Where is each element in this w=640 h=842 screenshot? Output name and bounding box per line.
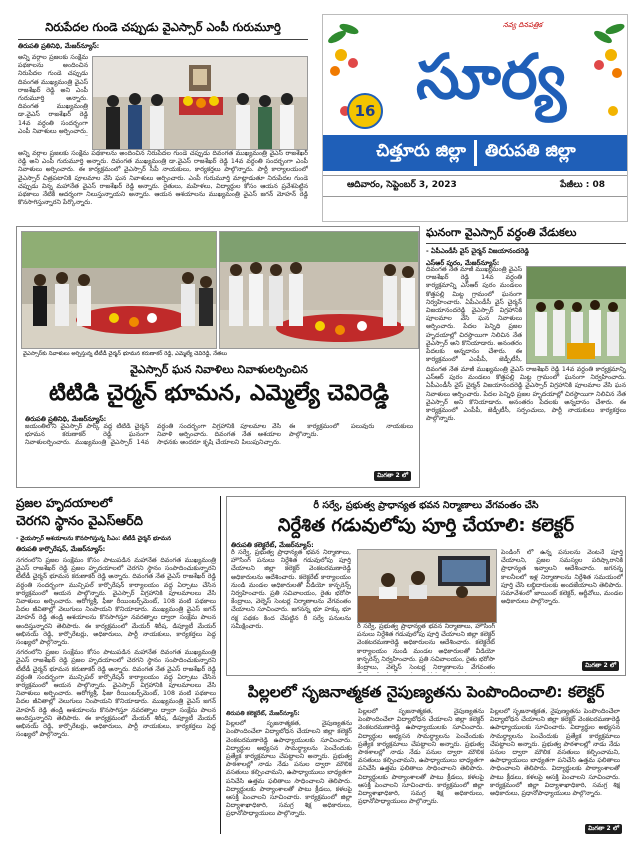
feature-photo-caption: వైఎస్సార్‌కు నివాళులు అర్పిస్తున్న టీటీడీ చైర్మన్ భూమన కరుణాకర్ రెడ్డి, ఎమ్మెల్యే చెవిరెడ్డి, నేతలు bbox=[23, 351, 228, 357]
district-divider bbox=[474, 140, 477, 166]
story-4-continued-tag[interactable]: మిగతా 2 లో bbox=[582, 661, 619, 671]
story-4-body-right: పెండింగ్ లో ఉన్న పనులను వెంటనే పూర్తి చేయాలని, ప్రజల సమస్యల పరిష్కారానికి ప్రాధాన్యత ఇవ్వాలని ఆదేశించారు. జగనన్న కాలనీలలో ఇళ్ల నిర్మాణాలను నిర్దేశిత సమయంలో పూర్తి చేసి లబ్ధిదారులకు అందజేయాలని తెలిపారు. సమావేశంలో జాయింట్ కలెక్టర్, ఆర్డీవోలు, మండల అధికారులు పాల్గొన్నారు. bbox=[501, 549, 623, 606]
brand-tagline: నవ్య దినపత్రిక bbox=[503, 21, 543, 29]
feature-byline: తిరుపతి ప్రతినిధి, మేజర్‌న్యూస్: bbox=[25, 415, 107, 423]
story-3-headline-2: చెరగని స్థానం వైఎస్ఆర్‌ది bbox=[16, 514, 143, 529]
story-1-headline: నిరుపేదల గుండె చప్పుడు వైఎస్సార్ ఎంపీ గురుమూర్తి bbox=[18, 20, 308, 40]
story-3-byline: తిరుపతి కార్పొరేషన్, మేజర్‌న్యూస్: bbox=[16, 545, 106, 553]
feature-kicker: వైఎస్సార్ ఘన నివాళిలు నివాళులర్పించిన bbox=[130, 363, 308, 376]
story-3-headline: ప్రజల హృదయాలలో bbox=[16, 496, 113, 510]
story-1-byline: తిరుపతి ప్రతినిధి, మేజర్‌న్యూస్: bbox=[18, 42, 100, 50]
story-3-sub: - వైయస్సార్ ఆశయాలను కొనసాగిస్తున్న సీఎం: టీటీడీ చైర్మన్ భూమన bbox=[16, 536, 172, 542]
story-2-headline: ఘనంగా వైఎస్సార్ వర్ధంతి వేడుకలు bbox=[426, 226, 626, 244]
story-2-body-cont: దివంగత నేత మాజీ ముఖ్యమంత్రి వైఎస్ రాజశేఖర్ రెడ్డి 14వ వర్ధంతి కార్యక్రమాన్ని ఎస్ఆర్ పురం మండలం కొత్తపల్లి మిట్ట గ్రామంలో ఘనంగా నిర్వహించారు. ఏపీఎండీసీ వైస్ చైర్మన్ విజయానందరెడ్డి వైఎస్సార్ విగ్రహానికి పూలమాల వేసి ఘన నివాళులు అర్పించారు. పేదల పెన్నిధి ప్రజల హృదయాల్లో చిరస్థాయిగా నిలిచిన నేత వైఎస్సార్ అని కొనియాడారు. అనంతరం పేదలకు అన్నదానం చేశారు. ఈ కార్యక్రమంలో ఎంపీపీ, జెడ్పీటీసీ, సర్పంచులు, పార్టీ నాయకులు కార్యకర్తలు పాల్గొన్నారు. bbox=[426, 366, 626, 423]
story-1-body-wrap-bottom bbox=[18, 150, 308, 220]
feature-more[interactable] bbox=[374, 462, 411, 481]
story-3-body: నగరంలోని ప్రజల సంక్షేమం కోసం పాటుపడిన మహానేత దివంగత ముఖ్యమంత్రి వైఎస్ రాజశేఖర్ రెడ్డి ప్రజల హృదయాలలో చెరగని స్థానం సంపాదించుకున్నారని టీటీడీ చైర్మన్ భూమన కరుణాకర్ రెడ్డి అన్నారు. దివంగత నేత వైఎస్ రాజశేఖర్ రెడ్డి వర్ధంతి సందర్భంగా మున్సిపల్ కార్పొరేషన్ కార్యాలయం వద్ద ఏర్పాటు చేసిన కార్యక్రమంలో ఆయన పాల్గొన్నారు. వైఎస్సార్ విగ్రహానికి పూలమాలలు వేసి నివాళులు అర్పించారు. ఆరోగ్యశ్రీ, ఫీజు రీయింబర్స్‌మెంట్, 108 వంటి పథకాలు పేదల జీవితాల్లో వెలుగులు నింపాయని కొనియాడారు. ముఖ్యమంత్రి వైఎస్ జగన్ మోహన్ రెడ్డి తండ్రి ఆశయాలను కొనసాగిస్తూ నవరత్నాల ద్వారా సంక్షేమ పాలన అందిస్తున్నారని తెలిపారు. ఈ కార్యక్రమంలో మేయర్ శిరీష, డిప్యూటీ మేయర్ అభినయ్ రెడ్డి, కార్పొరేటర్లు, అధికారులు, పార్టీ నాయకులు, కార్యకర్తలు పెద్ద సంఖ్యలో పాల్గొన్నారు. bbox=[16, 557, 216, 647]
column-divider bbox=[220, 496, 221, 834]
story-5-col-3 bbox=[490, 708, 620, 816]
story-2-body: దివంగత నేత మాజీ ముఖ్యమంత్రి వైఎస్ రాజశేఖర్ రెడ్డి 14వ వర్ధంతి కార్యక్రమాన్ని ఎస్ఆర్ పురం మండలం కొత్తపల్లి మిట్ట గ్రామంలో ఘనంగా నిర్వహించారు. ఏపీఎండీసీ వైస్ చైర్మన్ విజయానందరెడ్డి వైఎస్సార్ విగ్రహానికి పూలమాల వేసి ఘన నివాళులు అర్పించారు. పేదల పెన్నిధి ప్రజల హృదయాల్లో చిరస్థాయిగా నిలిచిన నేత వైఎస్సార్ అని కొనియాడారు. అనంతరం పేదలకు అన్నదానం చేశారు. ఈ కార్యక్రమంలో ఎంపీపీ, జెడ్పీటీసీ, bbox=[426, 266, 522, 364]
story-5-headline: పిల్లలలో సృజనాత్మకత నైపుణ్యతను పెంపొందించాలి: కలెక్టర్ bbox=[247, 683, 605, 701]
story-3-body-cont: నగరంలోని ప్రజల సంక్షేమం కోసం పాటుపడిన మహానేత దివంగత ముఖ్యమంత్రి వైఎస్ రాజశేఖర్ రెడ్డి ప్రజల హృదయాలలో చెరగని స్థానం సంపాదించుకున్నారని టీటీడీ చైర్మన్ భూమన కరుణాకర్ రెడ్డి అన్నారు. దివంగత నేత వైఎస్ రాజశేఖర్ రెడ్డి వర్ధంతి సందర్భంగా మున్సిపల్ కార్పొరేషన్ కార్యాలయం వద్ద ఏర్పాటు చేసిన కార్యక్రమంలో ఆయన పాల్గొన్నారు. వైఎస్సార్ విగ్రహానికి పూలమాలలు వేసి నివాళులు అర్పించారు. ఆరోగ్యశ్రీ, ఫీజు రీయింబర్స్‌మెంట్, 108 వంటి పథకాలు పేదల జీవితాల్లో వెలుగులు నింపాయని కొనియాడారు. ముఖ్యమంత్రి వైఎస్ జగన్ మోహన్ రెడ్డి తండ్రి ఆశయాలను కొనసాగిస్తూ నవరత్నాల ద్వారా సంక్షేమ పాలన అందిస్తున్నారని తెలిపారు. ఈ కార్యక్రమంలో మేయర్ శిరీష, డిప్యూటీ మేయర్ అభినయ్ రెడ్డి, కార్పొరేటర్లు, అధికారులు, పార్టీ నాయకులు, కార్యకర్తలు పెద్ద సంఖ్యలో పాల్గొన్నారు. bbox=[16, 649, 216, 739]
ysr-memorial-photo bbox=[22, 232, 216, 348]
story-4-body-left: రీ సర్వే, ప్రభుత్వ ప్రాధాన్యత భవన నిర్మాణాలు, హౌసింగ్ పనులు నిర్దేశిత గడువులోపు పూర్తి చేయాలని జిల్లా కలెక్టర్ వెంకటరమణారెడ్డి అధికారులను ఆదేశించారు. కలెక్టరేట్ కార్యాలయం నుండి మండల అధికారులతో వీడియో కాన్ఫరెన్స్ నిర్వహించారు. ప్రతి సచివాలయం, రైతు భరోసా కేంద్రాలు, వెల్నెస్ సెంటర్ల నిర్మాణాలను వేగవంతం చేయాలని సూచించారు. జగనన్న భూ హక్కు భూ రక్ష పథకం కింద చేపట్టిన రీ సర్వే పనులను సమీక్షించారు. bbox=[231, 549, 351, 630]
story-2-photo bbox=[526, 266, 626, 364]
anniversary-number: 16 bbox=[354, 102, 376, 120]
story-3-body-wrap bbox=[16, 557, 216, 827]
story-2-sub: - ఏపీఎండీసీ వైస్ చైర్మన్ విజయానందరెడ్డి bbox=[426, 247, 529, 255]
story-1-body: అన్ని వర్గాల ప్రజలకు సంక్షేమ పథకాలను అందించిన నిరుపేదల గుండె చప్పుడు దివంగత ముఖ్యమంత్రి వైఎస్ రాజశేఖర్ రెడ్డి అని ఎంపీ గురుమూర్తి అన్నారు. దివంగత ముఖ్యమంత్రి డా.వైఎస్ రాజశేఖర్ రెడ్డి 14వ వర్ధంతి సందర్భంగా ఎంపీ నివాళులు అర్పించారు. bbox=[18, 54, 88, 135]
district-right: తిరుపతి జిల్లా bbox=[484, 141, 576, 161]
feature-story bbox=[16, 226, 420, 488]
district-banner bbox=[323, 135, 628, 171]
feature-photo-right bbox=[219, 231, 419, 349]
story-4-photo bbox=[357, 549, 497, 623]
feature-continued-tag[interactable]: మిగతా 2 లో bbox=[374, 471, 411, 481]
issue-date: ఆదివారం, సెప్టెంబర్ 3, 2023 bbox=[347, 180, 457, 190]
story-2 bbox=[426, 226, 626, 488]
story-3 bbox=[16, 496, 216, 834]
anniversary-badge bbox=[347, 93, 383, 129]
story-5-col-2 bbox=[358, 708, 484, 830]
story-4-body-right-wrap bbox=[501, 549, 623, 659]
masthead bbox=[322, 14, 628, 222]
story-5 bbox=[226, 680, 626, 836]
feature-photo-left bbox=[21, 231, 217, 349]
date-bar bbox=[323, 175, 628, 197]
story-5-body-cont-2: పిల్లలలో సృజనాత్మకత, నైపుణ్యతను పెంపొందించేలా విద్యాబోధన చేయాలని జిల్లా కలెక్టర్ వెంకటరమణారెడ్డి ఉపాధ్యాయులకు సూచించారు. విద్యార్థుల అభ్యసన సామర్థ్యాలను పెంచేందుకు ప్రత్యేక కార్యక్రమాలు చేపట్టాలని అన్నారు. ప్రభుత్వ పాఠశాలల్లో నాడు నేడు పనుల ద్వారా మౌలిక వసతులు కల్పించామని, ఉపాధ్యాయులు బాధ్యతగా పనిచేసి ఉత్తమ ఫలితాలు సాధించాలని తెలిపారు. విద్యార్థులకు పాఠ్యాంశాలతో పాటు క్రీడలు, కళలపై ఆసక్తి పెంచాలని సూచించారు. కార్యక్రమంలో జిల్లా విద్యాశాఖాధికారి, సమగ్ర శిక్ష అధికారులు, ప్రధానోపాధ్యాయులు పాల్గొన్నారు. bbox=[490, 708, 620, 798]
story-5-body-cont: పిల్లలలో సృజనాత్మకత, నైపుణ్యతను పెంపొందించేలా విద్యాబోధన చేయాలని జిల్లా కలెక్టర్ వెంకటరమణారెడ్డి ఉపాధ్యాయులకు సూచించారు. విద్యార్థుల అభ్యసన సామర్థ్యాలను పెంచేందుకు ప్రత్యేక కార్యక్రమాలు చేపట్టాలని అన్నారు. ప్రభుత్వ పాఠశాలల్లో నాడు నేడు పనుల ద్వారా మౌలిక వసతులు కల్పించామని, ఉపాధ్యాయులు బాధ్యతగా పనిచేసి ఉత్తమ ఫలితాలు సాధించాలని తెలిపారు. విద్యార్థులకు పాఠ్యాంశాలతో పాటు క్రీడలు, కళలపై ఆసక్తి పెంచాలని సూచించారు. కార్యక్రమంలో జిల్లా విద్యాశాఖాధికారి, సమగ్ర శిక్ష అధికారులు, ప్రధానోపాధ్యాయులు పాల్గొన్నారు. bbox=[358, 708, 484, 806]
ysr-tribute-photo-1 bbox=[93, 57, 307, 149]
story-2-body-top bbox=[426, 266, 522, 364]
story-5-more[interactable] bbox=[585, 815, 622, 834]
story-2-body-bottom bbox=[426, 366, 626, 482]
story-1-photo bbox=[92, 56, 308, 150]
story-5-body: పిల్లలలో సృజనాత్మకత, నైపుణ్యతను పెంపొందించేలా విద్యాబోధన చేయాలని జిల్లా కలెక్టర్ వెంకటరమణారెడ్డి ఉపాధ్యాయులకు సూచించారు. విద్యార్థుల అభ్యసన సామర్థ్యాలను పెంచేందుకు ప్రత్యేక కార్యక్రమాలు చేపట్టాలని అన్నారు. ప్రభుత్వ పాఠశాలల్లో నాడు నేడు పనుల ద్వారా మౌలిక వసతులు కల్పించామని, ఉపాధ్యాయులు బాధ్యతగా పనిచేసి ఉత్తమ ఫలితాలు సాధించాలని తెలిపారు. విద్యార్థులకు పాఠ్యాంశాలతో పాటు క్రీడలు, కళలపై ఆసక్తి పెంచాలని సూచించారు. కార్యక్రమంలో జిల్లా విద్యాశాఖాధికారి, సమగ్ర శిక్ష అధికారులు, ప్రధానోపాధ్యాయులు పాల్గొన్నారు. bbox=[226, 720, 352, 818]
story-5-byline: తిరుపతి కలెక్టరేట్, మేజర్‌న్యూస్: bbox=[226, 711, 300, 717]
feature-body: జయంతిలోని వైఎస్సార్ పార్క్ వద్ద టీటీడీ చైర్మన్ భూమన కరుణాకర్ రెడ్డి ఘనంగా నివాళులర్పించారు. ముఖ్యమంత్రి వైఎస్సార్ 14వ వర్ధంతి సందర్భంగా విగ్రహానికి పూలమాల వేసి నివాళి అర్పించారు. దివంగత నేత ఆశయాల సాధనకు అందరూ కృషి చేయాలని పిలుపునిచ్చారు. ఈ కార్యక్రమంలో పలువురు నాయకులు పాల్గొన్నారు. bbox=[25, 423, 413, 447]
district-left: చిత్తూరు జిల్లా bbox=[376, 141, 466, 161]
story-5-col-1 bbox=[226, 708, 352, 830]
story-4-headline: నిర్దేశిత గడువులోపు పూర్తి చేయాలి: కలెక్టర్ bbox=[277, 515, 575, 536]
story-1 bbox=[18, 20, 308, 220]
brand-logo: సూర్య bbox=[415, 40, 567, 113]
story-1-body-wrap-left bbox=[18, 54, 88, 136]
story-4-body-left-wrap bbox=[231, 549, 351, 671]
feature-headline: టిటిడి చైర్మన్ భూమన, ఎమ్మెల్యే చెవిరెడ్డి bbox=[48, 381, 390, 406]
story-2-byline: ఎస్ఆర్ పురం, మేజర్‌న్యూస్: bbox=[426, 259, 500, 267]
story-1-body-cont: అన్ని వర్గాల ప్రజలకు సంక్షేమ పథకాలను అందించిన నిరుపేదల గుండె చప్పుడు దివంగత ముఖ్యమంత్రి వైఎస్ రాజశేఖర్ రెడ్డి అని ఎంపీ గురుమూర్తి అన్నారు. దివంగత ముఖ్యమంత్రి డా.వైఎస్ రాజశేఖర్ రెడ్డి 14వ వర్ధంతి సందర్భంగా ఎంపీ నివాళులు అర్పించారు. ఈ కార్యక్రమంలో వైఎస్సార్ సీపీ నాయకులు, కార్యకర్తలు పాల్గొన్నారు. పార్టీ కార్యాలయంలో వైఎస్సార్ చిత్రపటానికి పూలమాల వేసి ఘన నివాళులు అర్పించారు. ఎంపీ గురుమూర్తి మాట్లాడుతూ నిరుపేదల గుండె చప్పుడు విన్న మహానేత వైఎస్ రాజశేఖర్ రెడ్డి అన్నారు. రైతులు, మహిళలు, విద్యార్థుల కోసం ఆయన ప్రవేశపెట్టిన పథకాలు నేటికీ ఆదర్శంగా నిలుస్తున్నాయని అన్నారు. ఆయన ఆశయాలను ముఖ్యమంత్రి వైఎస్ జగన్ మోహన్ రెడ్డి కొనసాగిస్తున్నారని పేర్కొన్నారు. bbox=[18, 150, 308, 207]
story-4 bbox=[226, 496, 626, 676]
story-4-kicker: రీ సర్వే, ప్రభుత్వ ప్రాధాన్యత భవన నిర్మాణాలు వేగవంతం చేసి bbox=[313, 500, 539, 511]
collector-meeting-photo bbox=[358, 550, 496, 622]
story-4-body-mid-wrap bbox=[357, 623, 495, 673]
story-4-more[interactable] bbox=[582, 652, 619, 671]
ysr-memorial-photo-2 bbox=[220, 232, 418, 348]
page-count: పేజీలు : 08 bbox=[560, 180, 605, 190]
story-4-byline: తిరుపతి కలెక్టరేట్, మేజర్‌న్యూస్: bbox=[231, 541, 314, 549]
story-4-body-mid: రీ సర్వే, ప్రభుత్వ ప్రాధాన్యత భవన నిర్మాణాలు, హౌసింగ్ పనులు నిర్దేశిత గడువులోపు పూర్తి చేయాలని జిల్లా కలెక్టర్ వెంకటరమణారెడ్డి అధికారులను ఆదేశించారు. కలెక్టరేట్ కార్యాలయం నుండి మండల అధికారులతో వీడియో కాన్ఫరెన్స్ నిర్వహించారు. ప్రతి సచివాలయం, రైతు భరోసా కేంద్రాలు, వెల్నెస్ సెంటర్ల నిర్మాణాలను వేగవంతం bbox=[357, 623, 495, 672]
story-5-continued-tag[interactable]: మిగతా 2 లో bbox=[585, 824, 622, 834]
vardhanti-event-photo bbox=[527, 267, 626, 363]
feature-body-wrap bbox=[25, 423, 413, 471]
